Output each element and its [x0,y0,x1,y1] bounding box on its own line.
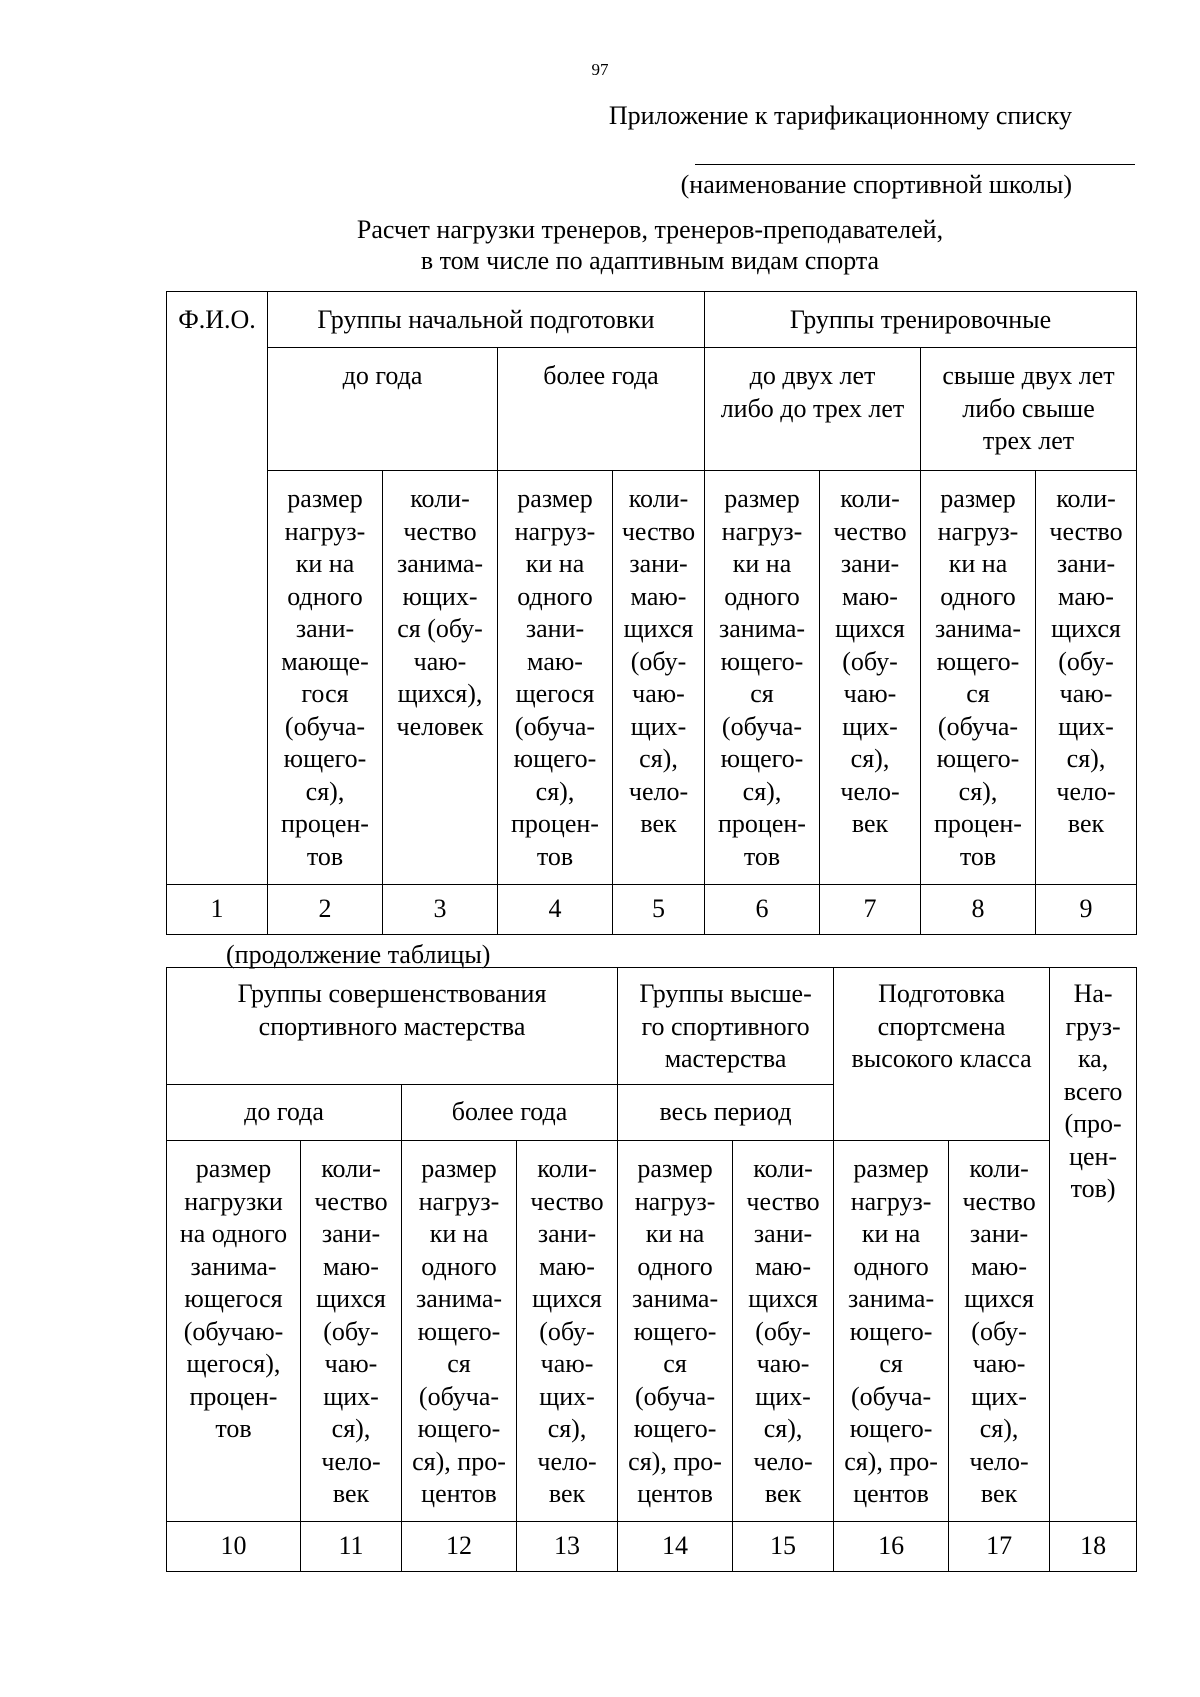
cell-text-line: щих- [1058,711,1114,741]
column-number: 17 [949,1522,1050,1572]
cell-text-line: процен- [718,809,806,838]
cell-text-line: чаю- [972,1349,1026,1378]
column-number: 3 [383,885,498,935]
cell-text-line: ющего- [633,1316,717,1346]
cell-text-line: ки на [525,549,585,578]
cell-text-line: век [980,1479,1018,1508]
cell-text-line: занима- [396,549,484,578]
cell-text-line: зани- [321,1219,381,1248]
column-number: 16 [834,1522,949,1572]
high-class-training-header [834,968,1050,1141]
cell-text-line: зани- [1056,549,1116,578]
table-continuation-label: (продолжение таблицы) [226,940,491,969]
cell-text-line: ки на [295,549,355,578]
cell-text-line: коли- [1056,484,1116,513]
cell-text-line: (обуча- [284,711,366,741]
cell-text-line: центов [637,1479,713,1508]
cell-text-line: ющего- [720,646,804,676]
cell-text-line: чело- [753,1446,813,1476]
cell-text-line: маю- [630,581,687,611]
cell-text-line: щих- [842,711,898,741]
cell-text-line: щихся [1051,614,1121,643]
cell-text-line: (обуча- [850,1381,932,1411]
cell-text-line: размер [853,1154,929,1183]
improvement-over-year-header: более года [402,1085,618,1141]
cell-text-line: высокого класса [851,1044,1032,1073]
cell-text-line: маю- [323,1251,379,1281]
cell-text-line: чество [314,1186,388,1216]
cell-text-line: ющего- [283,744,367,773]
cell-text-line: щегося), [186,1349,281,1378]
cell-text-line: чаю- [756,1349,810,1378]
col-load-per-trainee [268,471,383,885]
cell-text-line: мающе- [281,646,369,676]
training-over-two-years-header [921,348,1137,471]
cell-text-line: (обуча- [634,1381,716,1411]
cell-text-line: ся), про- [844,1446,938,1476]
cell-text-line: ся), [958,776,998,806]
cell-text-line: (обу- [539,1316,595,1346]
cell-text-line: занима- [415,1284,503,1313]
cell-text-line: чество [962,1186,1036,1216]
cell-text-line: (обуча- [721,711,803,741]
cell-text-line: Подготовка [878,979,1006,1008]
cell-text-line: либо до трех лет [720,393,905,423]
column-number: 9 [1036,885,1137,935]
cell-text-line: зани- [969,1219,1029,1248]
cell-text-line: щих- [539,1381,595,1411]
col-load-per-trainee [834,1141,949,1522]
cell-text-line: щихся [748,1284,818,1313]
cell-text-line: (обу- [630,646,687,676]
cell-text-line: Группы совершенствования [237,979,547,1008]
cell-text-line: спортсмена [877,1011,1006,1041]
cell-text-line: размер [517,484,593,513]
cell-text-line: (обуча- [514,711,596,741]
cell-text-line: зани- [753,1219,813,1248]
cell-text-line: чаю- [843,679,897,708]
cell-text-line: размер [195,1154,272,1183]
cell-text-line: трех лет [982,426,1075,455]
document-title [0,214,1200,276]
cell-text-line: размер [637,1154,713,1183]
cell-text-line: процен- [281,809,369,838]
cell-text-line: ся [879,1349,903,1378]
col-load-per-trainee [921,471,1036,885]
column-number: 4 [498,885,613,935]
cell-text-line: маю- [755,1251,811,1281]
cell-text-line: щихся [316,1284,386,1313]
column-number: 2 [268,885,383,935]
cell-text-line: центов [421,1479,497,1508]
col-load-per-trainee [498,471,613,885]
column-number: 5 [613,885,705,935]
initial-training-groups-header: Группы начальной подготовки [268,292,705,348]
cell-text-line: век [548,1479,586,1508]
cell-text-line: маю- [539,1251,595,1281]
cell-text-line: чело- [537,1446,597,1476]
cell-text-line: ся), [547,1414,587,1443]
cell-text-line: ющего- [936,646,1020,676]
cell-text-line: ся), [639,744,678,773]
cell-text-line: (обу- [755,1316,811,1346]
cell-text-line: чело- [321,1446,381,1476]
cell-text-line: чело- [628,776,689,806]
cell-text-line: коли- [410,484,470,513]
cell-text-line: чаю- [413,646,467,676]
column-number: 14 [618,1522,733,1572]
cell-text-line: на одного [179,1219,288,1248]
cell-text-line: ки на [948,549,1008,578]
cell-text-line: размер [421,1154,497,1183]
cell-text-line: занима- [190,1251,277,1281]
load-table-part1 [166,291,1137,935]
cell-text-line: тов [536,841,574,871]
cell-text-line: ющего- [417,1316,501,1346]
cell-text-line: ки на [732,549,792,578]
cell-text-line: одного [287,581,363,611]
cell-text-line: (обу- [842,646,898,676]
cell-text-line: коли- [969,1154,1029,1183]
load-table-part2 [166,967,1137,1572]
cell-text-line: чество [530,1186,604,1216]
column-number: 13 [517,1522,618,1572]
cell-text-line: чело- [969,1446,1029,1476]
cell-text-line: щихся [623,614,694,643]
cell-text-line: го спортивного [641,1011,810,1041]
higher-whole-period-header: весь период [618,1085,834,1141]
cell-text-line: процен- [934,809,1022,838]
cell-text-line: занима- [848,1284,935,1313]
cell-text-line: щихся [532,1284,602,1313]
cell-text-line: чаю- [632,679,685,708]
cell-text-line: век [640,809,677,838]
cell-text-line: чело- [1056,776,1116,806]
cell-text-line: ся), [1066,744,1106,773]
col-trainee-count [301,1141,402,1522]
cell-text-line: тов [215,1414,252,1443]
cell-text-line: нагруз- [418,1186,500,1216]
cell-text-line: зани- [537,1219,597,1248]
cell-text-line: тов) [1070,1174,1116,1203]
cell-text-line: всего [1063,1076,1123,1106]
cell-text-line: чество [621,516,696,546]
cell-text-line: чество [746,1186,820,1216]
cell-text-line: щихся [835,614,905,643]
column-number: 1 [167,885,268,935]
cell-text-line: щихся [964,1284,1034,1313]
cell-text-line: занима- [934,614,1022,643]
cell-text-line: коли- [321,1154,381,1183]
cell-text-line: одного [421,1251,497,1281]
cell-text-line: (обучаю- [183,1316,284,1346]
cell-text-line: зани- [295,614,355,643]
cell-text-line: либо свыше [962,393,1095,423]
cell-text-line: одного [724,581,800,611]
column-number: 6 [705,885,820,935]
column-number-row [167,885,1137,935]
cell-text-line: (обу- [971,1316,1027,1346]
training-up-to-two-years-header [705,348,921,471]
cell-text-line: нагруз- [634,1186,716,1216]
cell-text-line: тов [306,841,344,871]
cell-text-line: ющегося [184,1284,283,1313]
training-groups-header: Группы тренировочные [705,292,1137,348]
cell-text-line: щих- [630,711,687,741]
title-line: в том числе по адаптивным видам спорта [420,246,880,275]
initial-under-year-header: до года [268,348,498,471]
initial-over-year-header: более года [498,348,705,471]
cell-text-line: мастерства [664,1044,787,1073]
cell-text-line: ющего- [417,1414,501,1443]
appendix-title: Приложение к тарификационному списку [608,101,1072,130]
cell-text-line: тов [743,841,781,871]
improvement-groups-header [167,968,618,1085]
cell-text-line: щих- [755,1381,811,1411]
cell-text-line: ки на [645,1219,705,1248]
cell-text-line: процен- [189,1381,278,1411]
cell-text-line: маю- [971,1251,1028,1281]
cell-text-line: век [851,809,889,838]
cell-text-line: ющего- [720,744,804,773]
cell-text-line: ся), про- [628,1446,722,1476]
cell-text-line: коли- [628,484,689,513]
higher-mastery-groups-header [618,968,834,1085]
cell-text-line: (обу- [1058,646,1114,676]
cell-text-line: (обуча- [937,711,1019,741]
cell-text-line: чество [403,516,477,546]
column-number-row [167,1522,1137,1572]
cell-text-line: ся [750,679,774,708]
cell-text-line: щих- [323,1381,379,1411]
cell-text-line: ся), [979,1414,1019,1443]
cell-text-line: одного [517,581,593,611]
cell-text-line: ся (обу- [397,614,483,643]
cell-text-line: размер [940,484,1016,513]
cell-text-line: размер [287,484,363,513]
cell-text-line: процен- [511,809,599,838]
cell-text-line: коли- [753,1154,813,1183]
cell-text-line: маю- [1058,581,1114,611]
cell-text-line: коли- [537,1154,597,1183]
cell-text-line: нагруз- [721,516,803,546]
column-number: 11 [301,1522,402,1572]
improvement-under-year-header: до года [167,1085,402,1141]
cell-text-line: нагруз- [284,516,366,546]
cell-text-line: ки на [861,1219,921,1248]
cell-text-line: до двух лет [749,361,876,390]
cell-text-line: коли- [840,484,900,513]
cell-text-line: (про- [1064,1109,1122,1138]
col-trainee-count [820,471,921,885]
cell-text-line: нагрузки [184,1186,283,1216]
cell-text-line: зани- [840,549,900,578]
school-name-line [695,164,1135,165]
cell-text-line: щих- [971,1381,1027,1411]
cell-text-line: ся), [742,776,782,806]
cell-text-line: чаю- [324,1349,378,1378]
cell-text-line: ющего- [849,1316,933,1346]
cell-text-line: свыше двух лет [942,361,1115,390]
cell-text-line: (обу- [323,1316,379,1346]
cell-text-line: ся), [535,776,575,806]
cell-text-line: ся), [850,744,890,773]
column-number: 8 [921,885,1036,935]
col-load-per-trainee [402,1141,517,1522]
col-load-per-trainee [618,1141,733,1522]
cell-text-line: нагруз- [850,1186,932,1216]
col-trainee-count [613,471,705,885]
col-load-per-trainee [167,1141,301,1522]
cell-text-line: зани- [629,549,688,578]
cell-text-line: щегося [515,679,595,708]
cell-text-line: ки на [429,1219,489,1248]
cell-text-line: размер [724,484,800,513]
col-load-per-trainee [705,471,820,885]
cell-text-line: человек [396,711,484,741]
cell-text-line: нагруз- [937,516,1019,546]
cell-text-line: (обуча- [418,1381,500,1411]
total-load-header [1050,968,1137,1522]
column-number: 15 [733,1522,834,1572]
cell-text-line: ся), [763,1414,803,1443]
col-trainee-count [383,471,498,885]
cell-text-line: занима- [631,1284,719,1313]
cell-text-line: ющего- [633,1414,717,1443]
cell-text-line: чело- [840,776,900,806]
cell-text-line: центов [853,1479,929,1508]
cell-text-line: ся), про- [412,1446,506,1476]
cell-text-line: ющих- [402,581,478,611]
cell-text-line: Группы высше- [639,979,812,1008]
title-line: Расчет нагрузки тренеров, тренеров-преподавателей, [356,215,944,244]
cell-text-line: тов [959,841,997,871]
column-number: 7 [820,885,921,935]
cell-text-line: ся), [331,1414,371,1443]
cell-text-line: маю- [527,646,583,676]
cell-text-line: чаю- [540,1349,594,1378]
cell-text-line: маю- [842,581,898,611]
cell-text-line: ющего- [849,1414,933,1443]
cell-text-line: одного [940,581,1016,611]
cell-text-line: ка, [1077,1044,1109,1073]
cell-text-line: занима- [718,614,806,643]
cell-text-line: ся [966,679,990,708]
cell-text-line: гося [301,679,349,708]
cell-text-line: ся), [305,776,345,806]
cell-text-line: ся [447,1349,471,1378]
cell-text-line: нагруз- [514,516,596,546]
cell-text-line: чество [833,516,907,546]
col-trainee-count [733,1141,834,1522]
column-number: 12 [402,1522,517,1572]
cell-text-line: цен- [1069,1141,1118,1171]
col-trainee-count [517,1141,618,1522]
cell-text-line: На- [1073,979,1113,1008]
col-trainee-count [949,1141,1050,1522]
cell-text-line: щихся), [397,679,483,708]
cell-text-line: век [1067,809,1105,838]
column-number: 18 [1050,1522,1137,1572]
cell-text-line: ющего- [513,744,597,773]
cell-text-line: век [332,1479,370,1508]
cell-text-line: груз- [1065,1011,1121,1041]
cell-text-line: зани- [525,614,585,643]
cell-text-line: одного [637,1251,713,1281]
school-name-caption: (наименование спортивной школы) [680,170,1072,199]
cell-text-line: ся [663,1349,687,1378]
cell-text-line: век [764,1479,802,1508]
column-number: 10 [167,1522,301,1572]
fio-header: Ф.И.О. [167,292,268,885]
cell-text-line: чество [1049,516,1123,546]
cell-text-line: спортивного мастерства [258,1011,526,1041]
page-number: 97 [591,60,609,79]
cell-text-line: чаю- [1059,679,1113,708]
cell-text-line: одного [853,1251,929,1281]
col-trainee-count [1036,471,1137,885]
cell-text-line: ющего- [936,744,1020,773]
